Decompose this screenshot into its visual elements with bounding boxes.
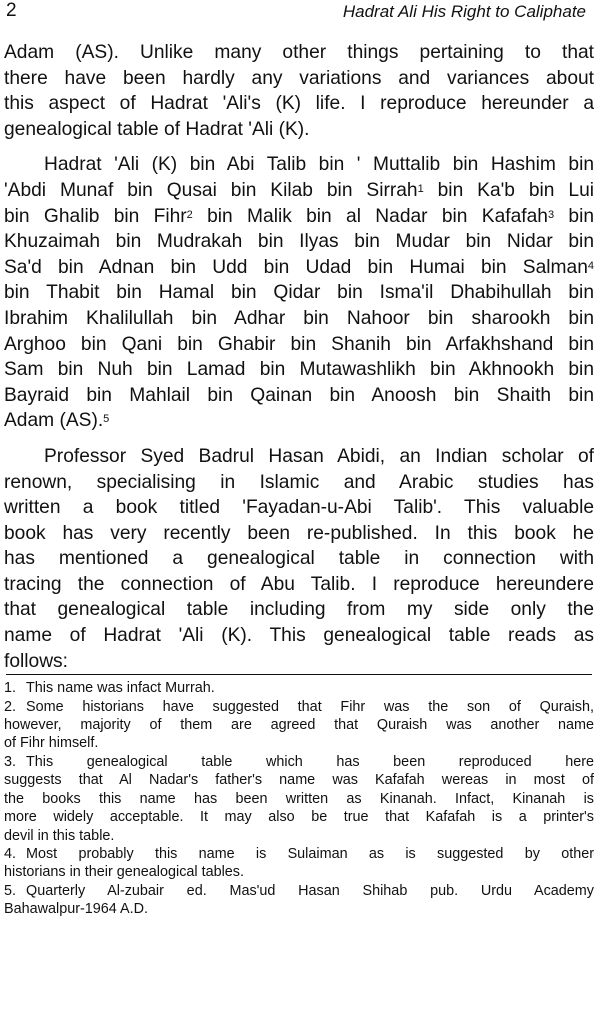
paragraph-genealogy (4, 152, 594, 434)
footnote-number: 3. (4, 753, 17, 770)
footnote-number: 1. (4, 680, 17, 697)
text-line (4, 204, 594, 230)
footnote-line: Bahawalpur-1964 A.D. (4, 901, 148, 918)
text-fragment: bin (554, 205, 594, 227)
footnote-line: suggests that Al Nadar's father's name was Kafafah wereas in most of (4, 772, 594, 789)
footnote-line: historians in their genealogical tables. (4, 864, 244, 881)
text-line: has mentioned a genealogical table in connection with (4, 548, 594, 570)
footnote-line (4, 679, 594, 697)
text-line: written a book titled 'Fayadan-u-Abi Talib'. This valuable (4, 497, 594, 519)
text-fragment: bin Ghalib bin Fihr (4, 205, 187, 227)
footnote-line: devil in this table. (4, 827, 115, 844)
text-line: bin Thabit bin Hamal bin Qidar bin Isma'il Dhabihullah bin (4, 282, 594, 304)
paragraph-1 (4, 40, 594, 142)
text-line: Khuzaimah bin Mudrakah bin Ilyas bin Mudar bin Nidar bin (4, 231, 594, 253)
footnote-ref: 3 (547, 208, 555, 221)
footnote-ref: 1 (417, 182, 424, 195)
footnote-4 (4, 845, 594, 882)
text-line (4, 255, 594, 281)
footnote-line (4, 698, 594, 716)
text-line: genealogical table of Hadrat 'Ali (K). (4, 118, 310, 140)
footnote-line: the books this name has been written as Kinanah. Infact, Kinanah is (4, 790, 594, 807)
footnote-text: Quarterly Al-zubair ed. Mas'ud Hasan Shihab pub. Urdu Academy (26, 882, 594, 899)
footnote-ref: 4 (587, 259, 594, 272)
text-fragment: bin Ka'b bin Lui (423, 179, 594, 201)
text-line: Adam (AS). Unlike many other things pertaining to that (4, 42, 594, 63)
footnote-text: This genealogical table which has been reproduced here (26, 753, 594, 770)
footnote-text: Most probably this name is Sulaiman as is suggested by other (26, 845, 594, 862)
text-fragment: Adam (AS). (4, 410, 104, 432)
footnote-divider (6, 674, 592, 675)
footnote-line: however, majority of them are agreed that Quraish was another name (4, 717, 594, 734)
page-number: 2 (6, 0, 17, 21)
text-line: this aspect of Hadrat 'Ali's (K) life. I reproduce hereunder a (4, 93, 594, 115)
text-line: Ibrahim Khalilullah bin Adhar bin Nahoor bin sharookh bin (4, 307, 594, 329)
text-line (4, 178, 594, 204)
footnote-number: 2. (4, 698, 17, 715)
running-title: Hadrat Ali His Right to Caliphate (342, 2, 586, 21)
text-line: renown, specialising in Islamic and Arabic studies has (4, 471, 594, 493)
text-line: Professor Syed Badrul Hasan Abidi, an Indian scholar of (44, 445, 594, 467)
footnote-line: of Fihr himself. (4, 735, 99, 752)
footnote-number: 4. (4, 845, 17, 862)
text-line: follows: (4, 650, 68, 672)
text-line: Bayraid bin Mahlail bin Qainan bin Anoosh bin Shaith bin (4, 384, 594, 406)
text-line (4, 152, 594, 178)
text-line (4, 408, 594, 434)
footnote-5 (4, 882, 594, 919)
footnote-2 (4, 698, 594, 753)
footnote-1 (4, 679, 594, 697)
footnote-ref: 2 (186, 208, 193, 221)
footnote-number: 5. (4, 882, 17, 899)
text-line: tracing the connection of Abu Talib. I reproduce hereundere (4, 573, 594, 595)
text-fragment: 'Abdi Munaf bin Qusai bin Kilab bin Sirrah (4, 179, 418, 201)
footnotes (4, 679, 594, 918)
footnote-ref: 5 (103, 413, 110, 426)
text-line: name of Hadrat 'Ali (K). This genealogical table reads as (4, 625, 594, 647)
footnote-text: This name was infact Murrah. (26, 680, 215, 697)
text-fragment: bin Malik bin al Nadar bin Kafafah (192, 205, 548, 227)
page-header (4, 0, 594, 40)
footnote-line: more widely acceptable. It may also be true that Kafafah is a printer's (4, 809, 594, 826)
text-line: Arghoo bin Qani bin Ghabir bin Shanih bin Arfakhshand bin (4, 333, 594, 355)
footnote-line (4, 753, 594, 771)
footnote-text: Some historians have suggested that Fihr was the son of Quraish, (26, 698, 594, 715)
text-fragment: Hadrat 'Ali (K) bin Abi Talib bin ' Muttalib bin Hashim bin (44, 154, 594, 176)
text-line: book has very recently been re-published. In this book he (4, 522, 594, 544)
text-line: Sam bin Nuh bin Lamad bin Mutawashlikh bin Akhnookh bin (4, 359, 594, 381)
footnote-3 (4, 753, 594, 845)
text-line: that genealogical table including from my side only the (4, 599, 594, 621)
footnote-line (4, 882, 594, 900)
footnote-line (4, 845, 594, 863)
main-text (4, 40, 594, 674)
text-line: there have been hardly any variations and variances about (4, 67, 594, 89)
paragraph-3 (4, 444, 594, 674)
text-fragment: Sa'd bin Adnan bin Udd bin Udad bin Humai bin Salman (4, 256, 588, 278)
